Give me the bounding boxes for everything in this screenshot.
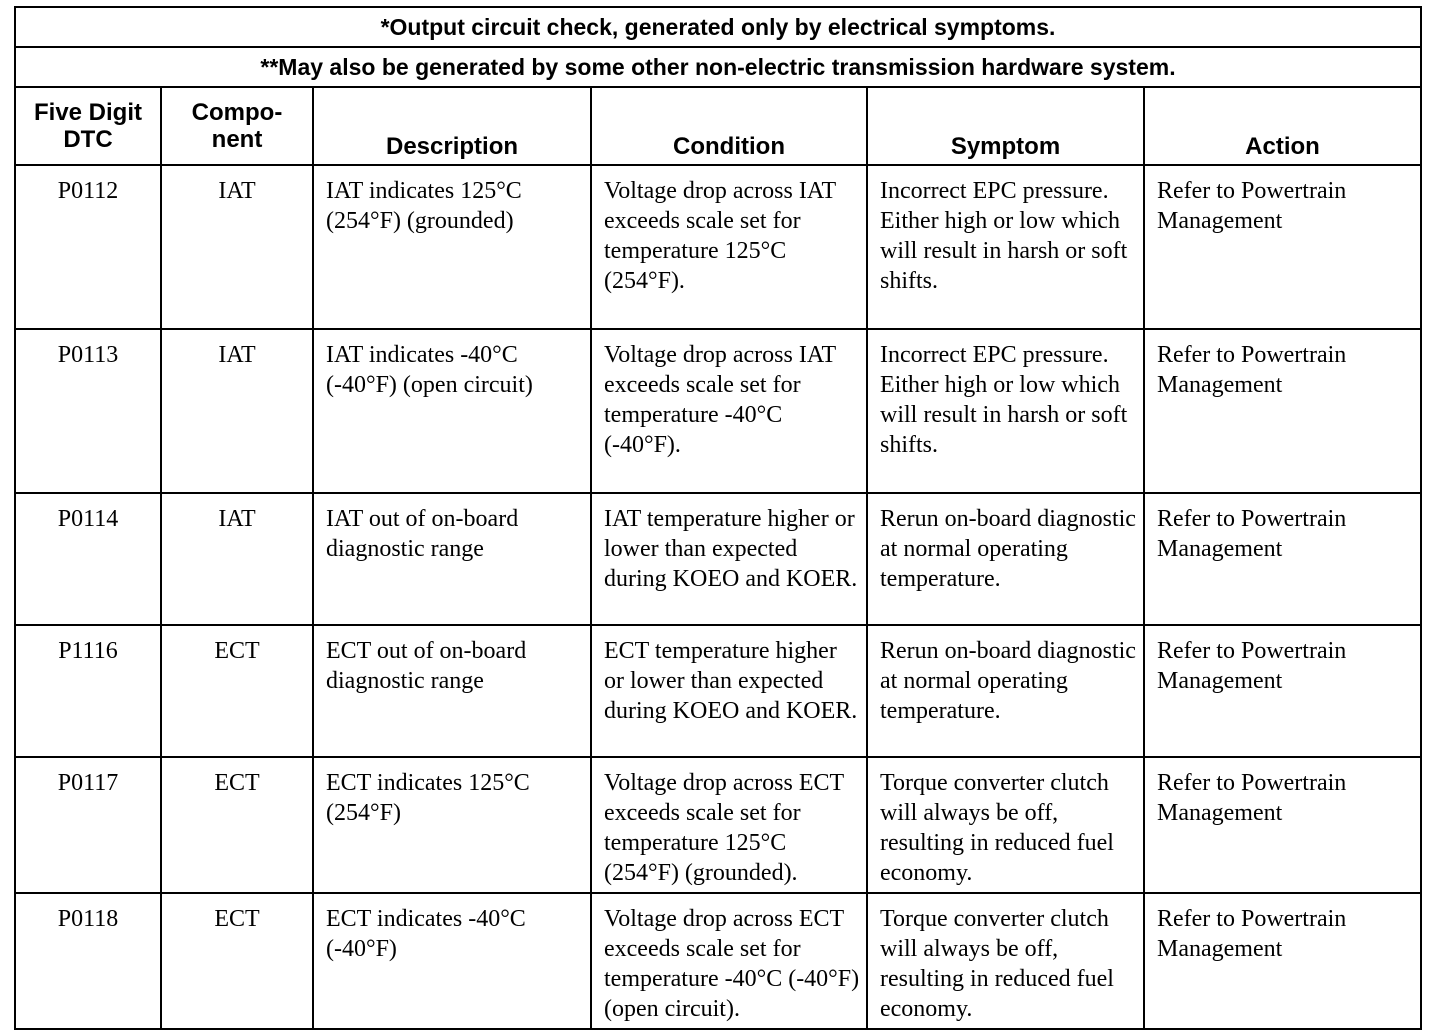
- header-component-line2: nent: [211, 126, 263, 153]
- header-description: Description: [313, 87, 591, 165]
- table-row: [15, 893, 1421, 1029]
- note-row-other-hardware: [15, 47, 1421, 87]
- description: ECT indicates -40°C (-40°F): [313, 893, 591, 1029]
- note-output-circuit: *Output circuit check, generated only by electrical symptoms.: [15, 7, 1421, 47]
- dtc-table-page: [14, 6, 1420, 1030]
- component: ECT: [161, 757, 313, 893]
- component: IAT: [161, 493, 313, 625]
- component: ECT: [161, 893, 313, 1029]
- symptom: Incorrect EPC pressure. Either high or low which will result in harsh or soft shifts.: [867, 329, 1144, 493]
- action: Refer to Powertrain Management: [1144, 493, 1421, 625]
- action: Refer to Powertrain Management: [1144, 329, 1421, 493]
- dtc-code: P1116: [15, 625, 161, 757]
- symptom: Torque converter clutch will always be off, resulting in reduced fuel economy.: [867, 757, 1144, 893]
- description: IAT out of on-board diagnostic range: [313, 493, 591, 625]
- table-row: [15, 625, 1421, 757]
- dtc-code: P0112: [15, 165, 161, 329]
- action: Refer to Powertrain Management: [1144, 165, 1421, 329]
- note-other-hardware: **May also be generated by some other non-electric transmission hardware system.: [15, 47, 1421, 87]
- action: Refer to Powertrain Management: [1144, 893, 1421, 1029]
- component: IAT: [161, 329, 313, 493]
- symptom: Torque converter clutch will always be off, resulting in reduced fuel economy.: [867, 893, 1144, 1029]
- dtc-code: P0118: [15, 893, 161, 1029]
- symptom: Incorrect EPC pressure. Either high or low which will result in harsh or soft shifts.: [867, 165, 1144, 329]
- condition: ECT temperature higher or lower than expected during KOEO and KOER.: [591, 625, 867, 757]
- header-condition: Condition: [591, 87, 867, 165]
- action: Refer to Powertrain Management: [1144, 757, 1421, 893]
- symptom: Rerun on-board diagnostic at normal operating temperature.: [867, 625, 1144, 757]
- dtc-code: P0114: [15, 493, 161, 625]
- header-dtc-line1: Five Digit: [33, 99, 142, 126]
- dtc-code: P0117: [15, 757, 161, 893]
- condition: Voltage drop across IAT exceeds scale set for temperature 125°C (254°F).: [591, 165, 867, 329]
- header-symptom: Symptom: [867, 87, 1144, 165]
- note-row-output-circuit: [15, 7, 1421, 47]
- description: IAT indicates 125°C (254°F) (grounded): [313, 165, 591, 329]
- header-row: [15, 87, 1421, 165]
- condition: Voltage drop across ECT exceeds scale set for temperature 125°C (254°F) (grounded).: [591, 757, 867, 893]
- dtc-code: P0113: [15, 329, 161, 493]
- condition: Voltage drop across ECT exceeds scale set for temperature -40°C (-40°F) (open circuit).: [591, 893, 867, 1029]
- header-dtc-line2: DTC: [63, 126, 113, 153]
- table-row: [15, 165, 1421, 329]
- header-component: [161, 87, 313, 165]
- header-action: Action: [1144, 87, 1421, 165]
- header-dtc: [15, 87, 161, 165]
- component: ECT: [161, 625, 313, 757]
- condition: Voltage drop across IAT exceeds scale set for temperature -40°C (-40°F).: [591, 329, 867, 493]
- description: IAT indicates -40°C (-40°F) (open circuit): [313, 329, 591, 493]
- condition: IAT temperature higher or lower than expected during KOEO and KOER.: [591, 493, 867, 625]
- dtc-table: [14, 6, 1422, 1030]
- description: ECT out of on-board diagnostic range: [313, 625, 591, 757]
- table-row: [15, 329, 1421, 493]
- header-component-line1: Compo-: [191, 99, 283, 126]
- component: IAT: [161, 165, 313, 329]
- table-row: [15, 493, 1421, 625]
- symptom: Rerun on-board diagnostic at normal operating temperature.: [867, 493, 1144, 625]
- action: Refer to Powertrain Management: [1144, 625, 1421, 757]
- table-row: [15, 757, 1421, 893]
- description: ECT indicates 125°C (254°F): [313, 757, 591, 893]
